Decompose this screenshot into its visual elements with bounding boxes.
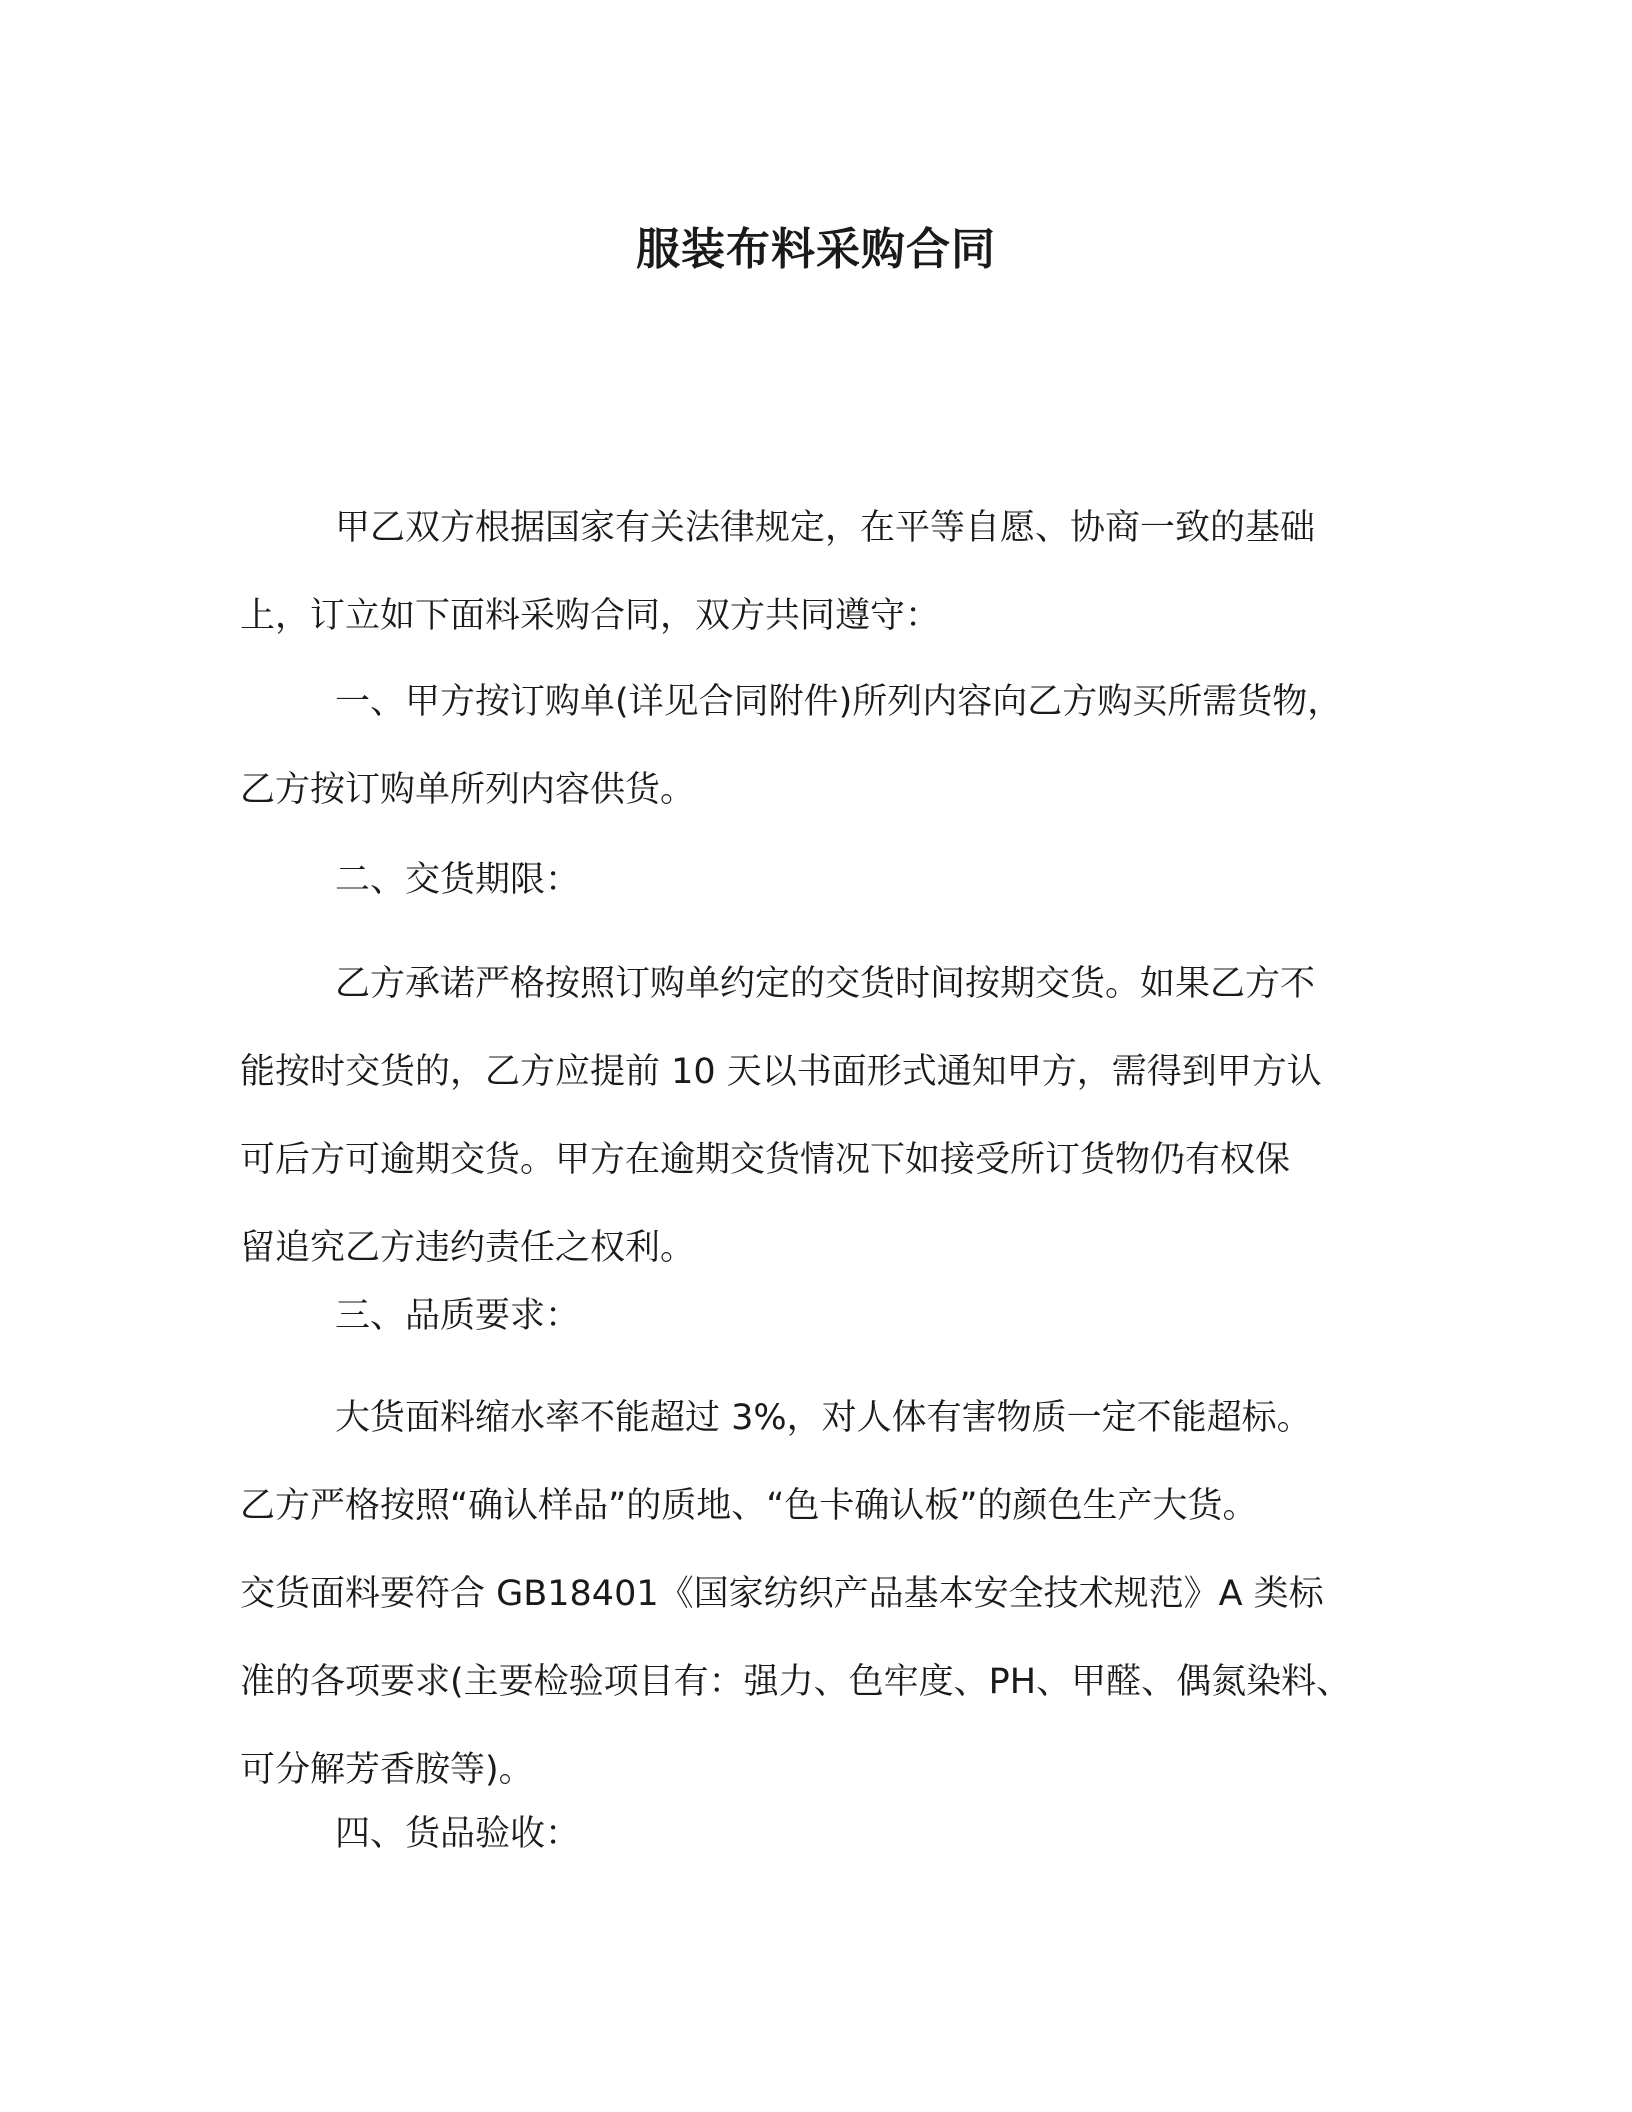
paragraph-line: 上，订立如下面料采购合同，双方共同遵守：	[240, 596, 941, 636]
paragraph-line: 可分解芳香胺等)。	[240, 1750, 534, 1790]
section-heading: 三、品质要求：	[335, 1296, 581, 1336]
document-title: 服装布料采购合同	[636, 224, 996, 275]
paragraph-line: 乙方严格按照“确认样品”的质地、“色卡确认板”的颜色生产大货。	[240, 1486, 1258, 1526]
section-heading: 四、货品验收：	[335, 1814, 581, 1854]
paragraph-line: 乙方承诺严格按照订购单约定的交货时间按期交货。如果乙方不	[335, 964, 1316, 1004]
paragraph-line: 甲乙双方根据国家有关法律规定，在平等自愿、协商一致的基础	[335, 508, 1316, 548]
section-heading-delivery	[240, 836, 1410, 924]
section-heading: 二、交货期限：	[335, 860, 581, 900]
paragraph-preamble	[240, 484, 1410, 660]
paragraph-line: 大货面料缩水率不能超过 3%，对人体有害物质一定不能超标。	[335, 1398, 1312, 1438]
paragraph-quality-terms	[240, 1374, 1410, 1814]
paragraph-clause-1	[240, 658, 1410, 834]
paragraph-line: 一、甲方按订购单(详见合同附件)所列内容向乙方购买所需货物，	[335, 682, 1343, 722]
paragraph-delivery-terms	[240, 940, 1410, 1292]
paragraph-line: 可后方可逾期交货。甲方在逾期交货情况下如接受所订货物仍有权保	[240, 1140, 1291, 1180]
paragraph-line: 能按时交货的，乙方应提前 10 天以书面形式通知甲方，需得到甲方认	[240, 1052, 1322, 1092]
paragraph-line: 准的各项要求(主要检验项目有：强力、色牢度、PH、甲醛、偶氮染料、	[240, 1662, 1352, 1702]
paragraph-line: 留追究乙方违约责任之权利。	[240, 1228, 696, 1268]
section-heading-quality	[240, 1272, 1410, 1360]
paragraph-line: 乙方按订购单所列内容供货。	[240, 770, 696, 810]
paragraph-line: 交货面料要符合 GB18401《国家纺织产品基本安全技术规范》A 类标	[240, 1574, 1324, 1614]
section-heading-acceptance	[240, 1790, 1410, 1878]
